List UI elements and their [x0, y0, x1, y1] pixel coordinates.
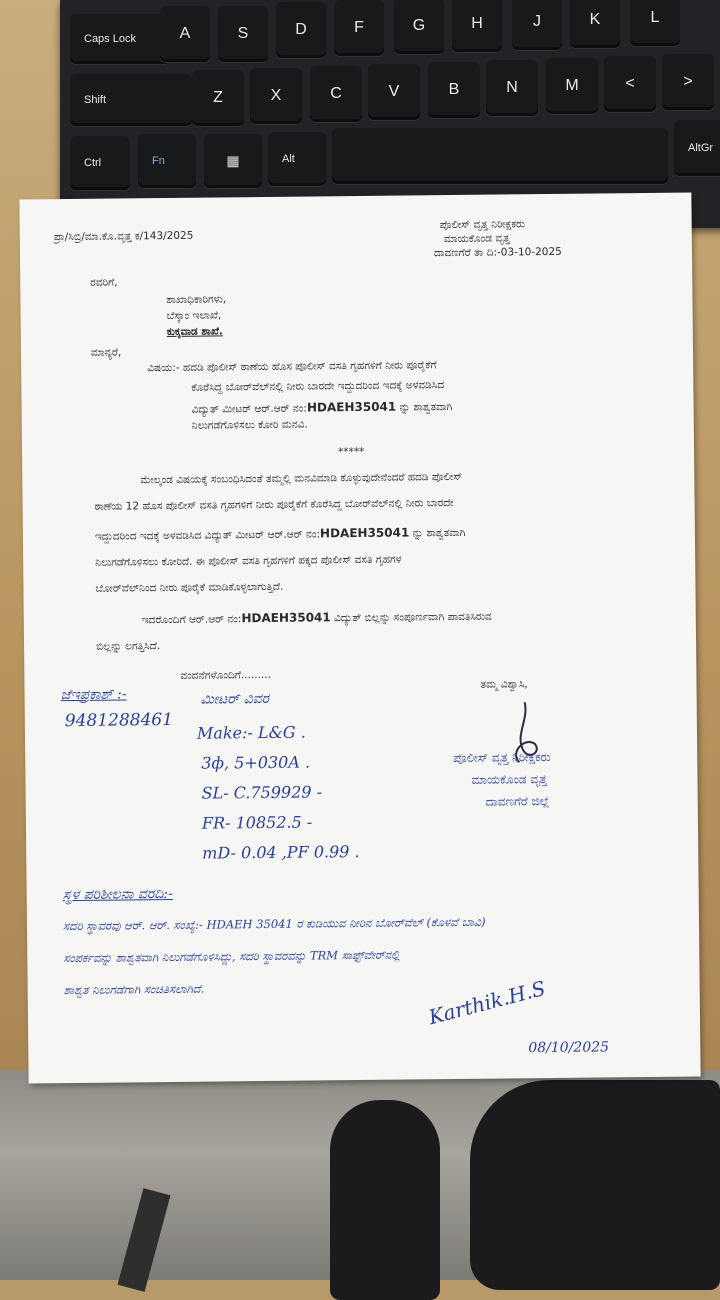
subject-line2: ಕೊರೆಸಿದ್ದ ಬೋರ್‌ವೆಲ್‌ನಲ್ಲಿ ನೀರು ಬಾರದೇ ಇದ್ದುದರಿಂದ ಇದಕ್ಕೆ ಅಳವಡಿಸಿದ: [191, 379, 445, 394]
meter-md-pf: mD- 0.04 ,PF 0.99 .: [202, 842, 360, 863]
key-period[interactable]: >: [662, 54, 714, 110]
key-comma[interactable]: <: [604, 56, 656, 112]
body-line3: ಇದ್ದುದರಿಂದ ಇದಕ್ಕೆ ಅಳವಡಿಸಿದ ವಿದ್ಯುತ್ ಮೀಟರ್ ಆರ್.ಆರ್ ನಂ:HDAEH35041 ನ್ನು ಶಾಶ್ವತವಾಗಿ: [94, 525, 466, 543]
key-altgr[interactable]: AltGr: [674, 120, 720, 176]
key-b[interactable]: B: [428, 62, 480, 118]
inspection-report-line3: ಶಾಶ್ವತ ನಿಲುಗಡೆಗಾಗಿ ಸಂಚಿತಿಸಲಾಗಿದೆ.: [63, 981, 205, 998]
key-caps-lock[interactable]: Caps Lock: [70, 14, 170, 64]
from-office-line2: ಮಾಯಕೊಂಡ ವೃತ್ತ: [443, 232, 510, 246]
body-line4: ನಿಲುಗಡೆಗೊಳಿಸಲು ಕೋರಿದೆ. ಈ ಪೊಲೀಸ್ ವಸತಿ ಗೃಹಗಳಿಗೆ ಪಕ್ಕದ ಪೊಲೀಸ್ ವಸತಿ ಗೃಹಗಳ: [95, 553, 402, 569]
key-windows[interactable]: [204, 134, 262, 188]
separator-stars: *****: [337, 445, 365, 459]
key-v[interactable]: V: [368, 64, 420, 120]
key-l[interactable]: L: [630, 0, 680, 46]
subject-line3: ವಿದ್ಯುತ್ ಮೀಟರ್ ಆರ್.ಆರ್ ನಂ:HDAEH35041 ನ್ನು ಶಾಶ್ವತವಾಗಿ: [191, 399, 453, 416]
key-m[interactable]: M: [546, 58, 598, 114]
from-office-line1: ಪೊಲೀಸ್ ವೃತ್ತ ನಿರೀಕ್ಷಕರು: [439, 218, 525, 232]
to-line2: ಬೆಸ್ಕಾಂ ಇಲಾಖೆ,: [166, 309, 222, 323]
letter-page: [19, 193, 700, 1084]
body-line7: ಬಿಲ್ಲನ್ನು ಲಗತ್ತಿಸಿದೆ.: [96, 640, 161, 653]
stamp-line2: ಮಾಯಕೊಂಡ ವೃತ್ತ: [471, 772, 547, 787]
key-fn[interactable]: Fn: [138, 134, 196, 188]
chair-leg: [118, 1188, 171, 1292]
key-j[interactable]: J: [512, 0, 562, 50]
windows-icon: ▦: [226, 152, 240, 169]
key-z[interactable]: Z: [192, 70, 244, 126]
greeting: ಮಾನ್ಯರೆ,: [90, 346, 122, 359]
inspection-report-line1: ಸದರಿ ಸ್ಥಾವರವು ಆರ್. ಆರ್. ಸಂಖ್ಯೆ:- HDAEH 35041 ರ ಕುಡಿಯುವ ನೀರಿನ ಬೋರ್‌ವೆಲ್ (ಕೊಳವೆ ಬಾವಿ): [62, 914, 486, 934]
meter-phase: 3ф, 5+030A .: [201, 752, 311, 773]
floor: [0, 1070, 720, 1280]
shoe-right: [470, 1080, 720, 1290]
key-s[interactable]: S: [218, 6, 268, 62]
inspection-report-line2: ಸಂಪರ್ಕವನ್ನು ಶಾಶ್ವತವಾಗಿ ನಿಲುಗಡೆಗೊಳಿಸಿದ್ದು, ಸದರಿ ಸ್ಥಾವರವನ್ನು TRM ಸಾಫ್ಟ್‌ವೇರ್‌ನಲ್ಲಿ: [63, 947, 400, 966]
key-shift[interactable]: Shift: [70, 74, 192, 126]
to-salutation: ರವರಿಗೆ,: [90, 276, 118, 289]
stamp-line3: ದಾವಣಗೆರೆ ಜಿಲ್ಲೆ: [485, 794, 550, 809]
meter-details-title: ಮೀಟರ್ ವಿವರ: [200, 690, 270, 708]
to-line1: ಶಾಖಾಧಿಕಾರಿಗಳು,: [166, 293, 227, 307]
key-a[interactable]: A: [160, 6, 210, 62]
signature-date: 08/10/2025: [528, 1039, 610, 1057]
shoe-left: [330, 1100, 440, 1300]
key-ctrl[interactable]: Ctrl: [70, 136, 130, 190]
inspection-report-title: ಸ್ಥಳ ಪರಿಶೀಲನಾ ವರದಿ:-: [62, 885, 173, 904]
je-phone: 9481288461: [64, 709, 174, 732]
stamp-line1: ಪೊಲೀಸ್ ವೃತ್ತ ನಿರೀಕ್ಷಕರು: [453, 750, 551, 766]
key-alt[interactable]: Alt: [268, 132, 326, 186]
key-n[interactable]: N: [486, 60, 538, 116]
subject-line4: ನಿಲುಗಡೆಗೊಳಿಸಲು ಕೋರಿ ಮನವಿ.: [191, 418, 308, 432]
from-office-date: ದಾವಣಗೆರೆ ತಾ ದಿ:-03-10-2025: [433, 245, 562, 260]
closing: ವಂದನೆಗಳೊಂದಿಗೆ.........: [180, 668, 271, 682]
key-h[interactable]: H: [452, 0, 502, 52]
key-space[interactable]: [332, 128, 668, 184]
yours-faithfully: ತಮ್ಮ ವಿಶ್ವಾಸಿ,: [480, 678, 528, 691]
reference-number: ಪ್ರಾ/ಸಿಬ್ರಿ/ಮಾ.ಕೊ.ವೃತ್ತ ಕ/143/2025: [53, 229, 194, 244]
body-line1: ಮೇಲ್ಕಂಡ ವಿಷಯಕ್ಕೆ ಸಂಬಂಧಿಸಿದಂತೆ ತಮ್ಮಲ್ಲಿ ಮನವಿಮಾಡಿ ಕೊಳ್ಳುವುದೇನೆಂದರೆ ಹದಡಿ ಪೊಲೀಸ್: [140, 470, 463, 487]
key-k[interactable]: K: [570, 0, 620, 48]
meter-make: Make:- L&G .: [196, 722, 306, 743]
key-x[interactable]: X: [250, 68, 302, 124]
key-f[interactable]: F: [334, 0, 384, 56]
engineer-signature: Karthik.H.S: [426, 975, 548, 1030]
meter-final-reading: FR- 10852.5 -: [201, 812, 313, 833]
body-line5: ಬೋರ್‌ವೆಲ್‌ನಿಂದ ನೀರು ಪೂರೈಕೆ ಮಾಡಿಕೊಳ್ಳಲಾಗುತ್ತಿದೆ.: [95, 580, 284, 595]
subject-line1: ವಿಷಯ:- ಹದಡಿ ಪೊಲೀಸ್ ಠಾಣೆಯ ಹೊಸ ಪೊಲೀಸ್ ವಸತಿ ಗೃಹಗಳಿಗೆ ನೀರು ಪೂರೈಕೆಗೆ: [147, 359, 437, 375]
to-line3: ಕುಕ್ಕವಾಡ ಶಾಖೆ.: [166, 325, 223, 339]
meter-serial: SL- C.759929 -: [201, 782, 323, 803]
body-line6: ಇದರೊಂದಿಗೆ ಆರ್.ಆರ್ ನಂ:HDAEH35041 ವಿದ್ಯುತ್ ಬಿಲ್ಲನ್ನು ಸಂಪೂರ್ಣವಾಗಿ ಪಾವತಿಸಿರುವ: [141, 610, 492, 627]
key-d[interactable]: D: [276, 2, 326, 58]
key-g[interactable]: G: [394, 0, 444, 54]
key-c[interactable]: C: [310, 66, 362, 122]
body-line2: ಠಾಣೆಯ 12 ಹೊಸ ಪೊಲೀಸ್ ವಸತಿ ಗೃಹಗಳಿಗೆ ನೀರು ಪೂರೈಕೆಗೆ ಕೊರೆಸಿದ್ದ ಬೋರ್‌ವೆಲ್‌ನಲ್ಲಿ ನೀರು ಬಾರದೇ: [94, 497, 454, 513]
je-name: ಜೆಇಪ್ರಕಾಶ್ :-: [60, 686, 127, 704]
